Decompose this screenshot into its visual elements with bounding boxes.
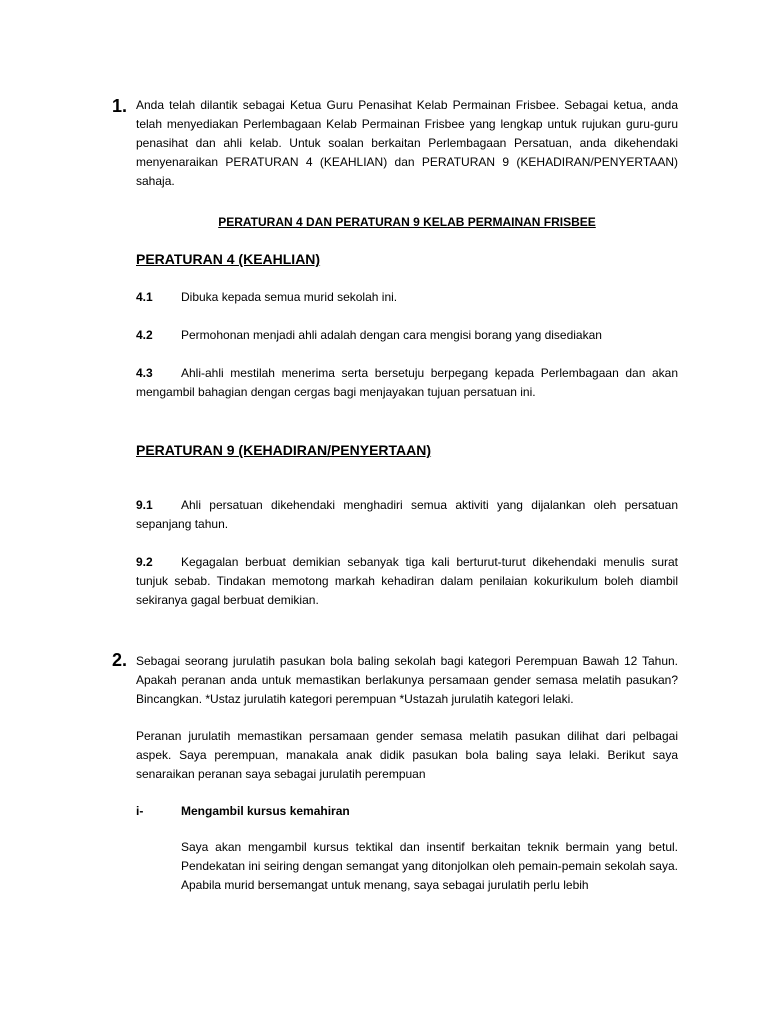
point-text: Saya akan mengambil kursus tektikal dan insentif berkaitan teknik bermain yang betul. Pendekatan ini seiring dengan semangat yang ditonjolkan oleh pemain-pemain sekolah saya. Apabila murid bersemangat untuk menang, saya sebagai jurulatih perlu lebih xyxy=(181,840,678,892)
point-label: i- xyxy=(136,804,144,818)
rule-item-code: 4.2 xyxy=(136,328,153,342)
rule-9-heading: PERATURAN 9 (KEHADIRAN/PENYERTAAN) xyxy=(136,442,432,458)
question-2-number: 2. xyxy=(112,650,128,670)
rule-item xyxy=(136,288,678,307)
rule-item xyxy=(136,553,678,610)
rule-item-text: Ahli-ahli mestilah menerima serta bersetuju berpegang kepada Perlembagaan dan akan mengambil bahagian dengan cergas bagi menjayakan tujuan persatuan ini. xyxy=(136,366,678,399)
question-1-text: Anda telah dilantik sebagai Ketua Guru Penasihat Kelab Permainan Frisbee. Sebagai ketua, anda telah menyediakan Perlembagaan Kelab Permainan Frisbee yang lengkap untuk rujukan guru-guru penasihat dan ahli kelab. Untuk soalan berkaitan Perlembagaan Persatuan, anda dikehendaki menyenaraikan PERATURAN 4 (KEAHLIAN) dan PERATURAN 9 (KEHADIRAN/PENYERTAAN) sahaja. xyxy=(136,98,678,188)
rule-item xyxy=(136,326,678,345)
rule-item-code: 4.1 xyxy=(136,290,153,304)
rule-item-text: Kegagalan berbuat demikian sebanyak tiga kali berturut-turut dikehendaki menulis surat tunjuk sebab. Tindakan memotong markah kehadiran dalam penilaian kokurikulum boleh diambil sekiranya gagal berbuat demikian. xyxy=(136,555,678,607)
question-1-number: 1. xyxy=(112,96,128,116)
rule-4-heading: PERATURAN 4 (KEAHLIAN) xyxy=(136,251,321,267)
point-title: Mengambil kursus kemahiran xyxy=(181,804,350,818)
rule-item-text: Ahli persatuan dikehendaki menghadiri semua aktiviti yang dijalankan oleh persatuan sepanjang tahun. xyxy=(136,498,678,531)
rule-item-code: 9.1 xyxy=(136,498,153,512)
rule-item-code: 9.2 xyxy=(136,555,153,569)
document-heading: PERATURAN 4 DAN PERATURAN 9 KELAB PERMAINAN FRISBEE xyxy=(218,215,596,229)
rule-item-code: 4.3 xyxy=(136,366,153,380)
rule-item-text: Permohonan menjadi ahli adalah dengan cara mengisi borang yang disediakan xyxy=(181,328,602,342)
question-2-text: Sebagai seorang jurulatih pasukan bola baling sekolah bagi kategori Perempuan Bawah 12 Tahun. Apakah peranan anda untuk memastikan berlakunya persamaan gender semasa melatih pasukan? Bincangkan. *Ustaz jurulatih kategori perempuan *Ustazah jurulatih kategori lelaki. xyxy=(136,654,678,706)
rule-item xyxy=(136,364,678,402)
answer-intro: Peranan jurulatih memastikan persamaan gender semasa melatih pasukan dilihat dari pelbagai aspek. Saya perempuan, manakala anak didik pasukan bola baling saya lelaki. Berikut saya senaraikan peranan saya sebagai jurulatih perempuan xyxy=(136,729,678,781)
rule-item-text: Dibuka kepada semua murid sekolah ini. xyxy=(181,290,398,304)
rule-item xyxy=(136,496,678,534)
